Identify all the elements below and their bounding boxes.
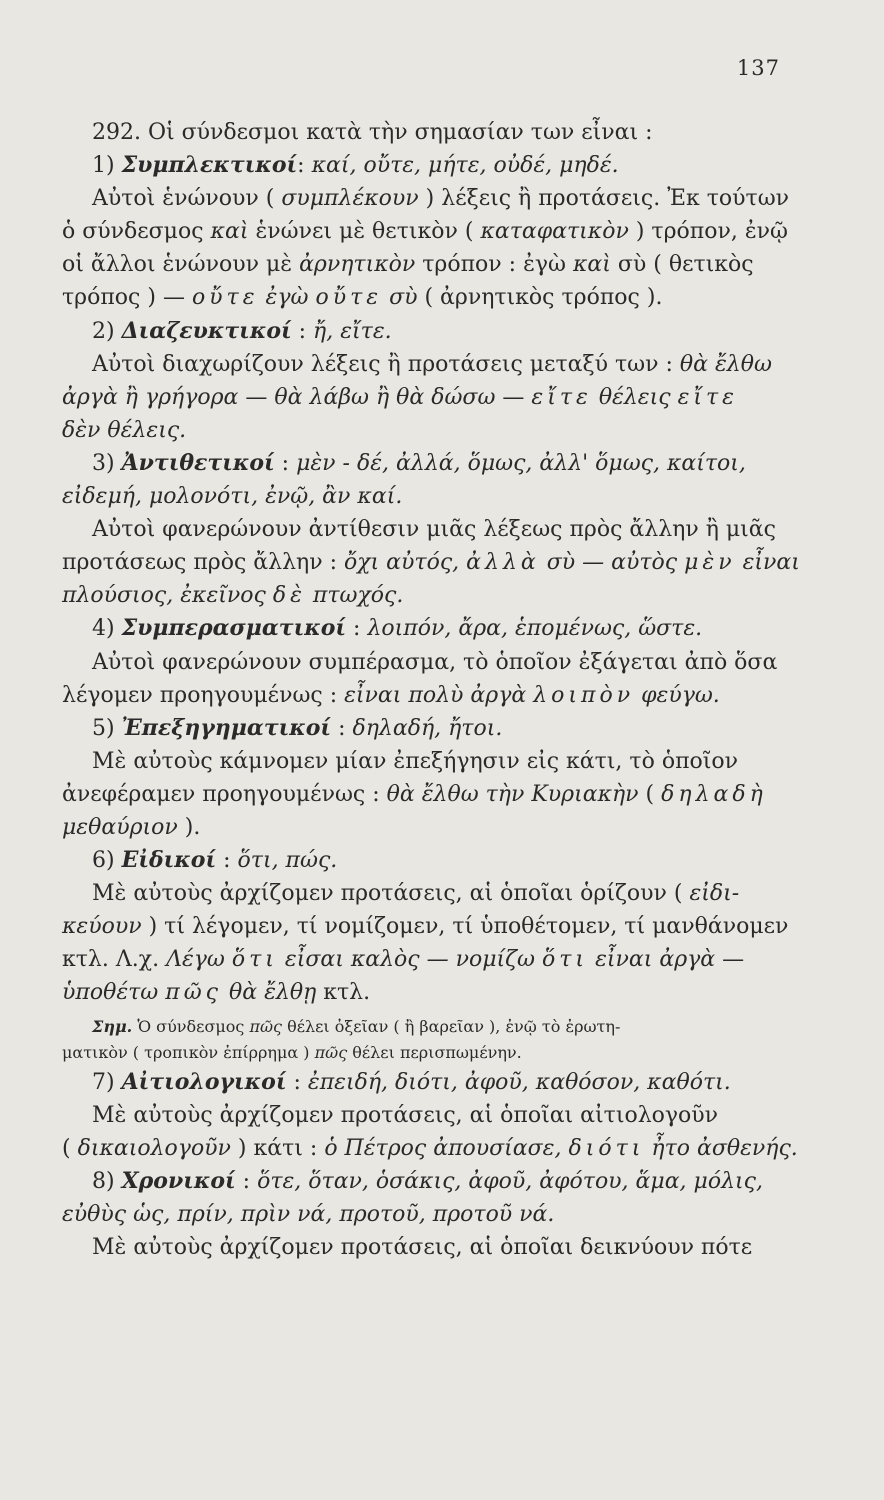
text-run: δηλαδή, ἤτοι. <box>352 715 503 741</box>
text-run: : <box>331 715 353 741</box>
text-run: συμπλέκουν <box>281 186 419 212</box>
text-run: — <box>715 947 745 973</box>
text-run: ) τρόπον, ἐνῷ <box>628 219 788 245</box>
text-run: θὰ ἔλθω τὴν Κυριακὴν <box>386 781 639 807</box>
text-run: ἐπειδή, διότι, ἀφοῦ, καθόσον, καθότι. <box>307 1069 731 1095</box>
text-run: θὰ ἔλθῃ <box>228 980 317 1006</box>
text-run: ἤ, εἴτε. <box>313 318 392 344</box>
text-line <box>62 1165 792 1198</box>
text-run: θέλει περισπωμένην. <box>347 1042 522 1062</box>
section-term: Ἐπεξηγηματικοί <box>121 714 332 741</box>
text-run: δικαιολογοῦν <box>77 1135 231 1161</box>
text-run: ἀρνητικὸν <box>299 252 416 278</box>
text-run: ἀνεφέραμεν προηγουμένως : <box>62 781 387 807</box>
text-run: μὲν - δέ, ἀλλά, ὅμως, ἀλλ' ὅμως, καίτοι, <box>296 450 746 476</box>
text-line <box>62 679 792 712</box>
text-run <box>225 947 232 972</box>
text-run: : <box>346 616 368 642</box>
text-run: Μὲ αὐτοὺς κάμνομεν μίαν ἐπεξήγησιν εἰς κάτι, τὸ ὁποῖον <box>92 748 739 774</box>
text-run: 2) <box>92 318 122 344</box>
text-line <box>62 778 792 811</box>
text-run: εὐθὺς ὡς, πρίν, πρὶν νά, προτοῦ, προτοῦ νά. <box>62 1201 555 1227</box>
text-line <box>62 745 792 778</box>
text-run: 7) <box>92 1069 122 1095</box>
text-run: εἶναι πολὺ ἀργὰ <box>344 682 527 708</box>
text-line <box>62 116 792 149</box>
continued-text <box>62 1066 798 1265</box>
text-line <box>62 215 792 248</box>
text-run: διότι <box>568 1135 645 1161</box>
text-run: ) λέξεις ἢ προτάσεις. Ἐκ τούτων <box>418 186 790 212</box>
text-run: Αὐτοὶ φανερώνουν ἀντίθεσιν μιᾶς λέξεως πρὸς ἄλλην ἢ μιᾶς <box>92 517 776 543</box>
main-text <box>62 116 800 1010</box>
text-run: ὑποθέτω <box>62 980 159 1006</box>
text-run: ἦτο ἀσθενής. <box>651 1135 798 1161</box>
text-line <box>62 612 792 645</box>
text-run: εἰδι- <box>689 881 740 907</box>
text-run: λοιπόν, ἄρα, ἑπομένως, ὥστε. <box>367 616 703 642</box>
page-body <box>62 116 800 1264</box>
text-run: ὁ σύνδεσμος <box>62 219 211 245</box>
text-run <box>259 285 266 310</box>
text-run: καί, οὔτε, μήτε, οὐδέ, μηδέ. <box>311 153 619 179</box>
text-run: Μὲ αὐτοὺς ἀρχίζομεν προτάσεις, αἱ ὁποῖαι αἰτιολογοῦν <box>92 1102 719 1128</box>
text-line <box>62 248 792 281</box>
footnote-remark <box>62 1014 792 1066</box>
text-run: εἴτε <box>677 384 738 410</box>
text-run: 1) <box>92 153 122 179</box>
text-run: κεύουν <box>62 914 142 940</box>
text-line <box>62 910 792 943</box>
section-term: Αἰτιολογικοί <box>121 1068 287 1095</box>
text-line <box>62 381 792 414</box>
text-run: σὺ <box>389 285 418 311</box>
text-run: καὶ <box>572 252 611 278</box>
page-number: 137 <box>736 56 780 80</box>
text-run: εἶναι <box>742 550 800 576</box>
text-run: : <box>291 318 314 344</box>
text-run: κτλ. <box>316 980 371 1006</box>
text-run <box>222 980 229 1005</box>
text-run: ). <box>177 814 201 840</box>
text-run <box>278 947 285 972</box>
text-run: καὶ <box>210 219 249 245</box>
text-run: σὺ ( θετικὸς <box>610 252 754 278</box>
text-run: ὄχι αὐτός, <box>343 550 460 576</box>
text-line <box>62 480 792 513</box>
text-run: οἱ ἄλλοι ἑνώνουν μὲ <box>62 252 300 278</box>
text-run: πλούσιος, ἐκεῖνος <box>62 583 266 609</box>
text-run: : <box>216 848 238 874</box>
text-run: : <box>274 450 297 476</box>
text-run: λέγομεν προηγουμένως : <box>62 682 345 708</box>
text-run: φεύγω. <box>641 682 720 708</box>
text-run: 6) <box>92 848 122 874</box>
section-term: Σημ. <box>92 1016 133 1036</box>
text-line <box>62 844 792 877</box>
text-run: ἑνώνει μὲ θετικὸν ( <box>248 219 481 245</box>
text-run: θέλει ὀξεῖαν ( ἢ βαρεῖαν ), ἐνῷ τὸ ἐρωτη- <box>281 1016 621 1036</box>
text-line <box>62 348 792 381</box>
text-run: κτλ. Λ.χ. <box>62 947 167 973</box>
text-run: Αὐτοὶ διαχωρίζουν λέξεις ἢ προτάσεις μεταξύ των : <box>92 351 680 377</box>
text-run: εἶσαι καλὸς — νομίζω <box>284 947 536 973</box>
text-run: ὁ Πέτρος ἀπουσίασε, <box>324 1135 562 1161</box>
text-run: οὔτε <box>315 285 383 311</box>
text-run: ) τί λέγομεν, τί νομίζομεν, τί ὑποθέτομεν, τί μανθάνομεν <box>141 914 789 940</box>
text-run: οὔτε <box>191 285 259 311</box>
text-run: ἀργὰ ἢ γρήγορα <box>62 384 239 410</box>
section-term: Εἰδικοί <box>121 847 217 874</box>
text-run: 3) <box>92 450 122 476</box>
text-run: ὅτι <box>542 947 589 973</box>
text-run: ὅτι, πώς. <box>237 848 338 874</box>
text-run: Αὐτοὶ ἑνώνουν ( <box>92 186 282 212</box>
text-run <box>588 947 595 972</box>
text-line <box>62 943 792 976</box>
text-run: ἐγὼ <box>265 285 309 311</box>
text-line <box>62 414 792 447</box>
text-run <box>540 550 547 575</box>
text-run: δηλαδὴ <box>661 781 767 807</box>
text-line <box>62 149 792 182</box>
text-line <box>62 1066 792 1099</box>
text-run: πῶς <box>314 1042 348 1062</box>
text-run: ( <box>62 1135 78 1161</box>
text-run: ὅτι <box>231 947 278 973</box>
text-run: καταφατικὸν <box>480 219 629 245</box>
text-run: 8) <box>92 1168 122 1194</box>
text-run: τρόπος ) — <box>62 285 192 311</box>
text-run: : <box>235 1168 258 1194</box>
text-run: σὺ — αὐτὸς <box>546 550 678 576</box>
text-run: Μὲ αὐτοὺς ἀρχίζομεν προτάσεις, αἱ ὁποῖαι ὁρίζουν ( <box>92 881 690 907</box>
text-run: ματικὸν ( τροπικὸν ἐπίρρημα ) <box>62 1042 315 1062</box>
text-run: εἴτε <box>531 384 592 410</box>
text-line <box>62 1014 792 1040</box>
text-line <box>62 1132 798 1165</box>
text-run <box>592 385 599 410</box>
text-run <box>736 550 743 575</box>
text-line <box>62 447 792 480</box>
section-term: Χρονικοί <box>121 1167 236 1194</box>
text-run: πῶς <box>165 980 222 1006</box>
text-line <box>62 877 792 910</box>
text-run: 292. Οἱ σύνδεσμοι κατὰ τὴν σημασίαν των εἶναι : <box>92 120 653 145</box>
text-run: ὅτε, ὅταν, ὁσάκις, ἀφοῦ, ἀφότου, ἅμα, μόλις, <box>257 1168 763 1194</box>
text-run: : <box>286 1069 308 1095</box>
text-line <box>62 1198 792 1231</box>
text-run: δὲ <box>272 583 306 609</box>
text-run: 4) <box>92 616 122 642</box>
text-run: Μὲ αὐτοὺς ἀρχίζομεν προτάσεις, αἱ ὁποῖαι δεικνύουν πότε <box>92 1235 753 1260</box>
text-run <box>671 385 678 410</box>
text-run: Αὐτοὶ φανερώνουν συμπέρασμα, τὸ ὁποῖον ἐξάγεται ἀπὸ ὅσα <box>92 649 778 675</box>
text-run: πῶς <box>249 1016 282 1036</box>
text-line <box>62 1099 792 1132</box>
text-run: θὰ λάβω ἢ θὰ δώσω <box>274 384 496 410</box>
text-run: πτωχός. <box>312 583 404 609</box>
text-line <box>62 182 792 215</box>
text-run: — <box>495 384 532 410</box>
text-line <box>62 646 792 679</box>
text-run: ἀλλὰ <box>466 550 540 576</box>
text-run: εἶναι ἀργὰ <box>595 947 716 973</box>
text-line <box>62 546 800 579</box>
text-line <box>62 976 792 1009</box>
text-run: τρόπον : ἐγὼ <box>415 252 573 278</box>
text-line <box>62 712 792 745</box>
text-run: θέλεις <box>598 384 671 410</box>
text-line <box>62 315 792 348</box>
text-run: ) κάτι : <box>230 1135 325 1161</box>
text-run <box>266 583 273 608</box>
text-run: εἰδεμή, μολονότι, ἐνῷ, ἂν καί. <box>62 484 403 510</box>
text-run: μὲν <box>684 550 736 576</box>
section-term: Ἀντιθετικοί <box>121 449 275 476</box>
text-line <box>62 579 792 612</box>
text-run: δὲν θέλεις. <box>62 417 187 443</box>
text-run: ( ἀρνητικὸς τρόπος ). <box>417 285 663 311</box>
text-run: ( <box>638 781 662 807</box>
section-term: Διαζευκτικοί <box>121 317 292 344</box>
text-run: λοιπὸν <box>533 682 635 708</box>
text-run: Ὁ σύνδεσμος <box>132 1016 250 1036</box>
text-run <box>306 583 313 608</box>
text-run: : <box>297 153 312 179</box>
text-run: προτάσεως πρὸς ἄλλην : <box>62 550 344 576</box>
text-run: — <box>238 384 275 410</box>
text-run: Λέγω <box>166 947 225 973</box>
text-line <box>62 811 792 844</box>
text-line <box>62 281 792 314</box>
text-run: θὰ ἔλθω <box>679 351 772 377</box>
text-run: 5) <box>92 715 122 741</box>
text-run <box>535 947 542 972</box>
text-line <box>62 513 792 546</box>
section-term: Συμπερασματικοί <box>121 615 347 642</box>
text-line <box>62 1231 792 1264</box>
text-run <box>382 285 389 310</box>
section-term: Συμπλεκτικοί <box>121 152 298 179</box>
text-line <box>62 1040 792 1066</box>
text-run: μεθαύριον <box>62 814 178 840</box>
